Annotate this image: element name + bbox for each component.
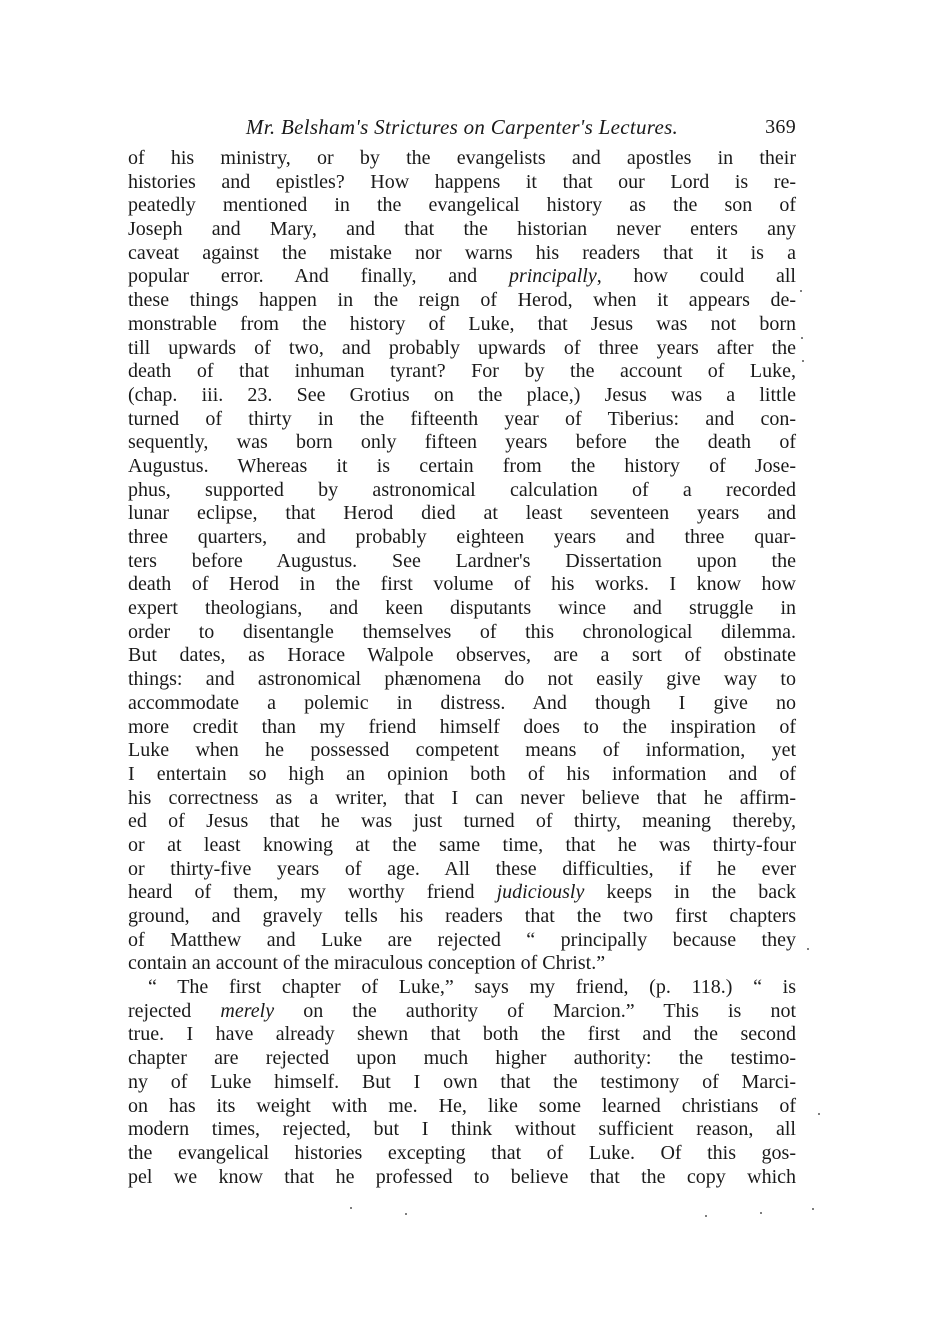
text-line: three quarters, and probably eighteen years and three quar- xyxy=(128,526,796,548)
text-line: on has its weight with me. He, like some learned christians of xyxy=(128,1094,796,1117)
book-page xyxy=(128,112,796,1189)
text-line: Augustus. Whereas it is certain from the history of Jose- xyxy=(128,454,796,477)
text-line: ters before Augustus. See Lardner's Dissertation upon the xyxy=(128,549,796,572)
text-line: phus, supported by astronomical calculation of a recorded xyxy=(128,478,796,501)
running-head xyxy=(128,112,796,142)
text-line: death of Herod in the first volume of his works. I know how xyxy=(128,573,796,596)
text-line: order to disentangle themselves of this chronological dilemma. xyxy=(128,620,796,643)
scan-speck xyxy=(800,290,802,292)
text-line: heard of them, my worthy friend judiciously keeps in the back xyxy=(128,881,797,904)
text-line: histories and epistles? How happens it that our Lord is re- xyxy=(128,170,796,193)
text-line: “ The first chapter of Luke,” says my friend, (p. 118.) “ is xyxy=(148,976,796,999)
text-line: caveat against the mistake nor warns his readers that it is a xyxy=(128,241,796,264)
text-line: things: and astronomical phænomena do not easily give way to xyxy=(128,668,796,691)
text-line: his correctness as a writer, that I can never believe that he affirm- xyxy=(128,786,796,809)
scan-speck xyxy=(818,1113,820,1115)
text-line: or thirty-five years of age. All these difficulties, if he ever xyxy=(128,857,796,880)
text-line: sequently, was born only fifteen years before the death of xyxy=(128,431,796,454)
emphasis: merely xyxy=(220,999,275,1022)
text-line: of his ministry, or by the evangelists and apostles in their xyxy=(128,147,796,169)
text-line: turned of thirty in the fifteenth year of Tiberius: and con- xyxy=(128,407,796,430)
text-line: lunar eclipse, that Herod died at least seventeen years and xyxy=(128,502,796,525)
text-line: accommodate a polemic in distress. And though I give no xyxy=(128,691,796,714)
scan-speck xyxy=(760,1212,762,1214)
text-line: (chap. iii. 23. See Grotius on the place,) Jesus was a little xyxy=(128,383,796,406)
page-number: 369 xyxy=(765,116,796,138)
text-line: or at least knowing at the same time, that he was thirty-four xyxy=(128,833,796,856)
text-line: of Matthew and Luke are rejected “ principally because they xyxy=(128,928,796,951)
text-line: peatedly mentioned in the evangelical history as the son of xyxy=(128,194,796,217)
text-line: modern times, rejected, but I think without sufficient reason, all xyxy=(128,1118,796,1141)
text-line: pel we know that he professed to believe that the copy which xyxy=(128,1165,796,1188)
text-line: chapter are rejected upon much higher authority: the testimo- xyxy=(128,1047,796,1070)
text-line: ny of Luke himself. But I own that the testimony of Marci- xyxy=(128,1070,796,1093)
text-line: these things happen in the reign of Herod, when it appears de- xyxy=(128,289,796,312)
body-text xyxy=(128,147,796,1189)
text-line: I entertain so high an opinion both of his information and of xyxy=(128,762,796,785)
emphasis: judiciously xyxy=(496,881,585,904)
scan-speck xyxy=(705,1215,707,1217)
scan-speck xyxy=(405,1213,407,1215)
text-line: monstrable from the history of Luke, that Jesus was not born xyxy=(128,312,796,335)
emphasis: principally xyxy=(508,265,597,288)
scan-speck xyxy=(350,1207,352,1209)
text-line: till upwards of two, and probably upwards of three years after the xyxy=(128,336,796,359)
text-line: Joseph and Mary, and that the historian never enters any xyxy=(128,218,796,241)
text-line: popular error. And finally, and principally, how could all xyxy=(128,265,796,288)
text-line: ground, and gravely tells his readers that the two first chapters xyxy=(128,905,796,927)
text-line: true. I have already shewn that both the first and the second xyxy=(128,1023,796,1046)
text-line: But dates, as Horace Walpole observes, are a sort of obstinate xyxy=(128,644,796,667)
text-line: ed of Jesus that he was just turned of thirty, meaning thereby, xyxy=(128,810,796,833)
scan-speck xyxy=(801,337,803,339)
text-line: the evangelical histories excepting that of Luke. Of this gos- xyxy=(128,1141,796,1164)
running-title: Mr. Belsham's Strictures on Carpenter's Lectures. xyxy=(245,115,679,139)
scan-speck xyxy=(802,360,804,362)
text-line: Luke when he possessed competent means of information, yet xyxy=(128,739,796,762)
text-line: expert theologians, and keen disputants wince and struggle in xyxy=(128,597,796,620)
scan-speck xyxy=(812,1208,814,1210)
text-line: contain an account of the miraculous conception of Christ.” xyxy=(128,952,606,975)
text-line: more credit than my friend himself does to the inspiration of xyxy=(128,715,796,738)
text-line: death of that inhuman tyrant? For by the account of Luke, xyxy=(128,360,796,383)
text-line: rejected merely on the authority of Marcion.” This is not xyxy=(128,999,797,1022)
scan-speck xyxy=(807,948,809,950)
